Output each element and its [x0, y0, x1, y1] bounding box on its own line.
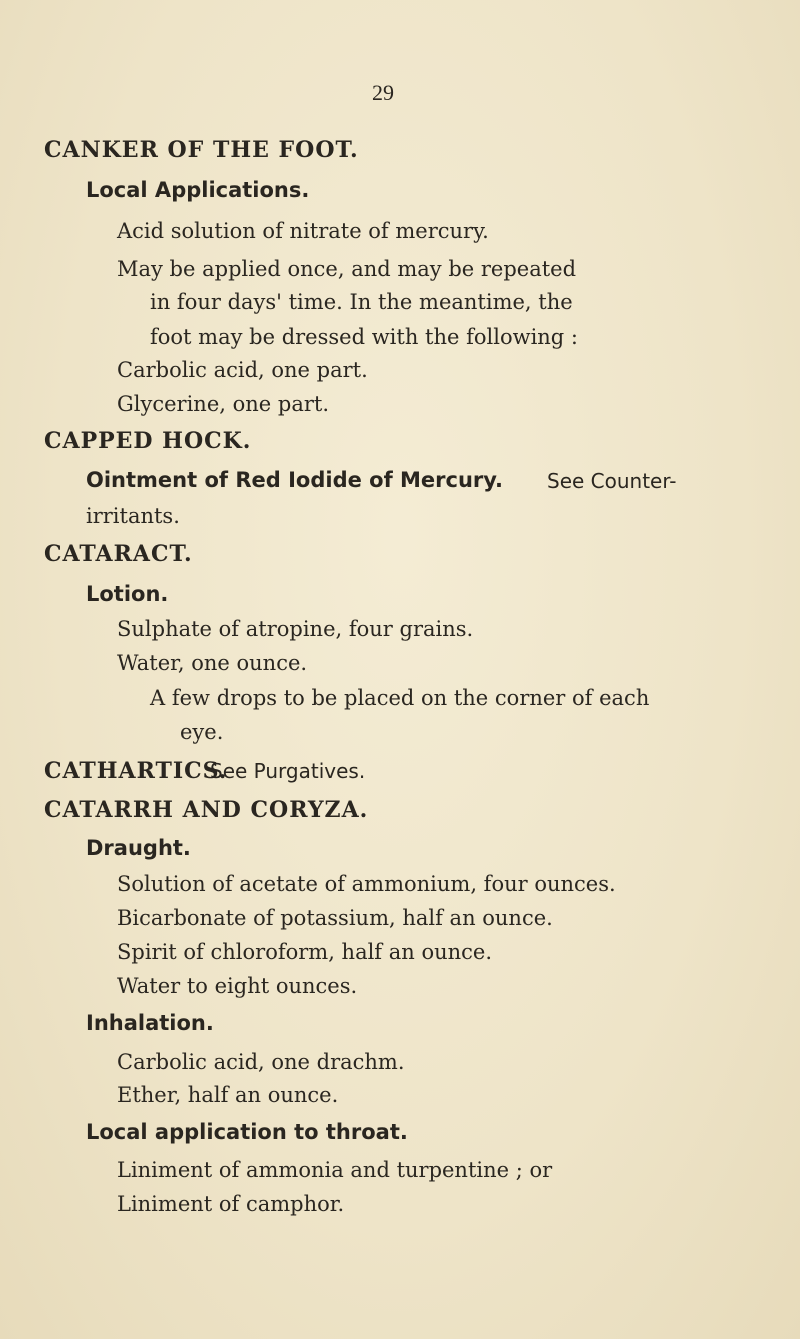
- canker-line: Acid solution of nitrate of mercury.: [117, 219, 489, 243]
- draught-subheading: Draught.: [86, 836, 191, 860]
- inhalation-line: Carbolic acid, one drachm.: [117, 1050, 405, 1074]
- catarrh-heading: CATARRH AND CORYZA.: [44, 797, 369, 823]
- inhalation-subheading: Inhalation.: [86, 1011, 214, 1035]
- draught-line: Solution of acetate of ammonium, four ounces.: [117, 872, 616, 896]
- cathartics-heading: CATHARTICS.: [44, 758, 228, 784]
- cataract-line: A few drops to be placed on the corner of each: [150, 686, 650, 710]
- cataract-subheading: Lotion.: [86, 582, 169, 606]
- draught-line: Water to eight ounces.: [117, 974, 358, 998]
- throat-line: Liniment of ammonia and turpentine ; or: [117, 1158, 553, 1182]
- throat-line: Liniment of camphor.: [117, 1192, 345, 1216]
- canker-line: Glycerine, one part.: [117, 392, 329, 416]
- capped-see-cont: irritants.: [86, 504, 180, 528]
- capped-subheading: Ointment of Red Iodide of Mercury.: [86, 468, 504, 492]
- cataract-line: Water, one ounce.: [117, 651, 308, 675]
- canker-line: in four days' time. In the meantime, the: [150, 290, 573, 314]
- capped-heading: CAPPED HOCK.: [44, 428, 252, 454]
- capped-see: See Counter-: [547, 469, 677, 493]
- cataract-line: eye.: [180, 720, 224, 744]
- canker-line: Carbolic acid, one part.: [117, 358, 368, 382]
- cataract-line: Sulphate of atropine, four grains.: [117, 617, 474, 641]
- canker-subheading: Local Applications.: [86, 178, 310, 202]
- page-number: 29: [372, 80, 394, 105]
- draught-line: Spirit of chloroform, half an ounce.: [117, 940, 493, 964]
- cataract-heading: CATARACT.: [44, 541, 193, 567]
- canker-line: foot may be dressed with the following :: [150, 325, 578, 349]
- cathartics-see: See Purgatives.: [210, 759, 366, 783]
- canker-line: May be applied once, and may be repeated: [117, 257, 577, 281]
- draught-line: Bicarbonate of potassium, half an ounce.: [117, 906, 553, 930]
- inhalation-line: Ether, half an ounce.: [117, 1083, 339, 1107]
- canker-heading: CANKER OF THE FOOT.: [44, 137, 359, 163]
- throat-subheading: Local application to throat.: [86, 1120, 408, 1144]
